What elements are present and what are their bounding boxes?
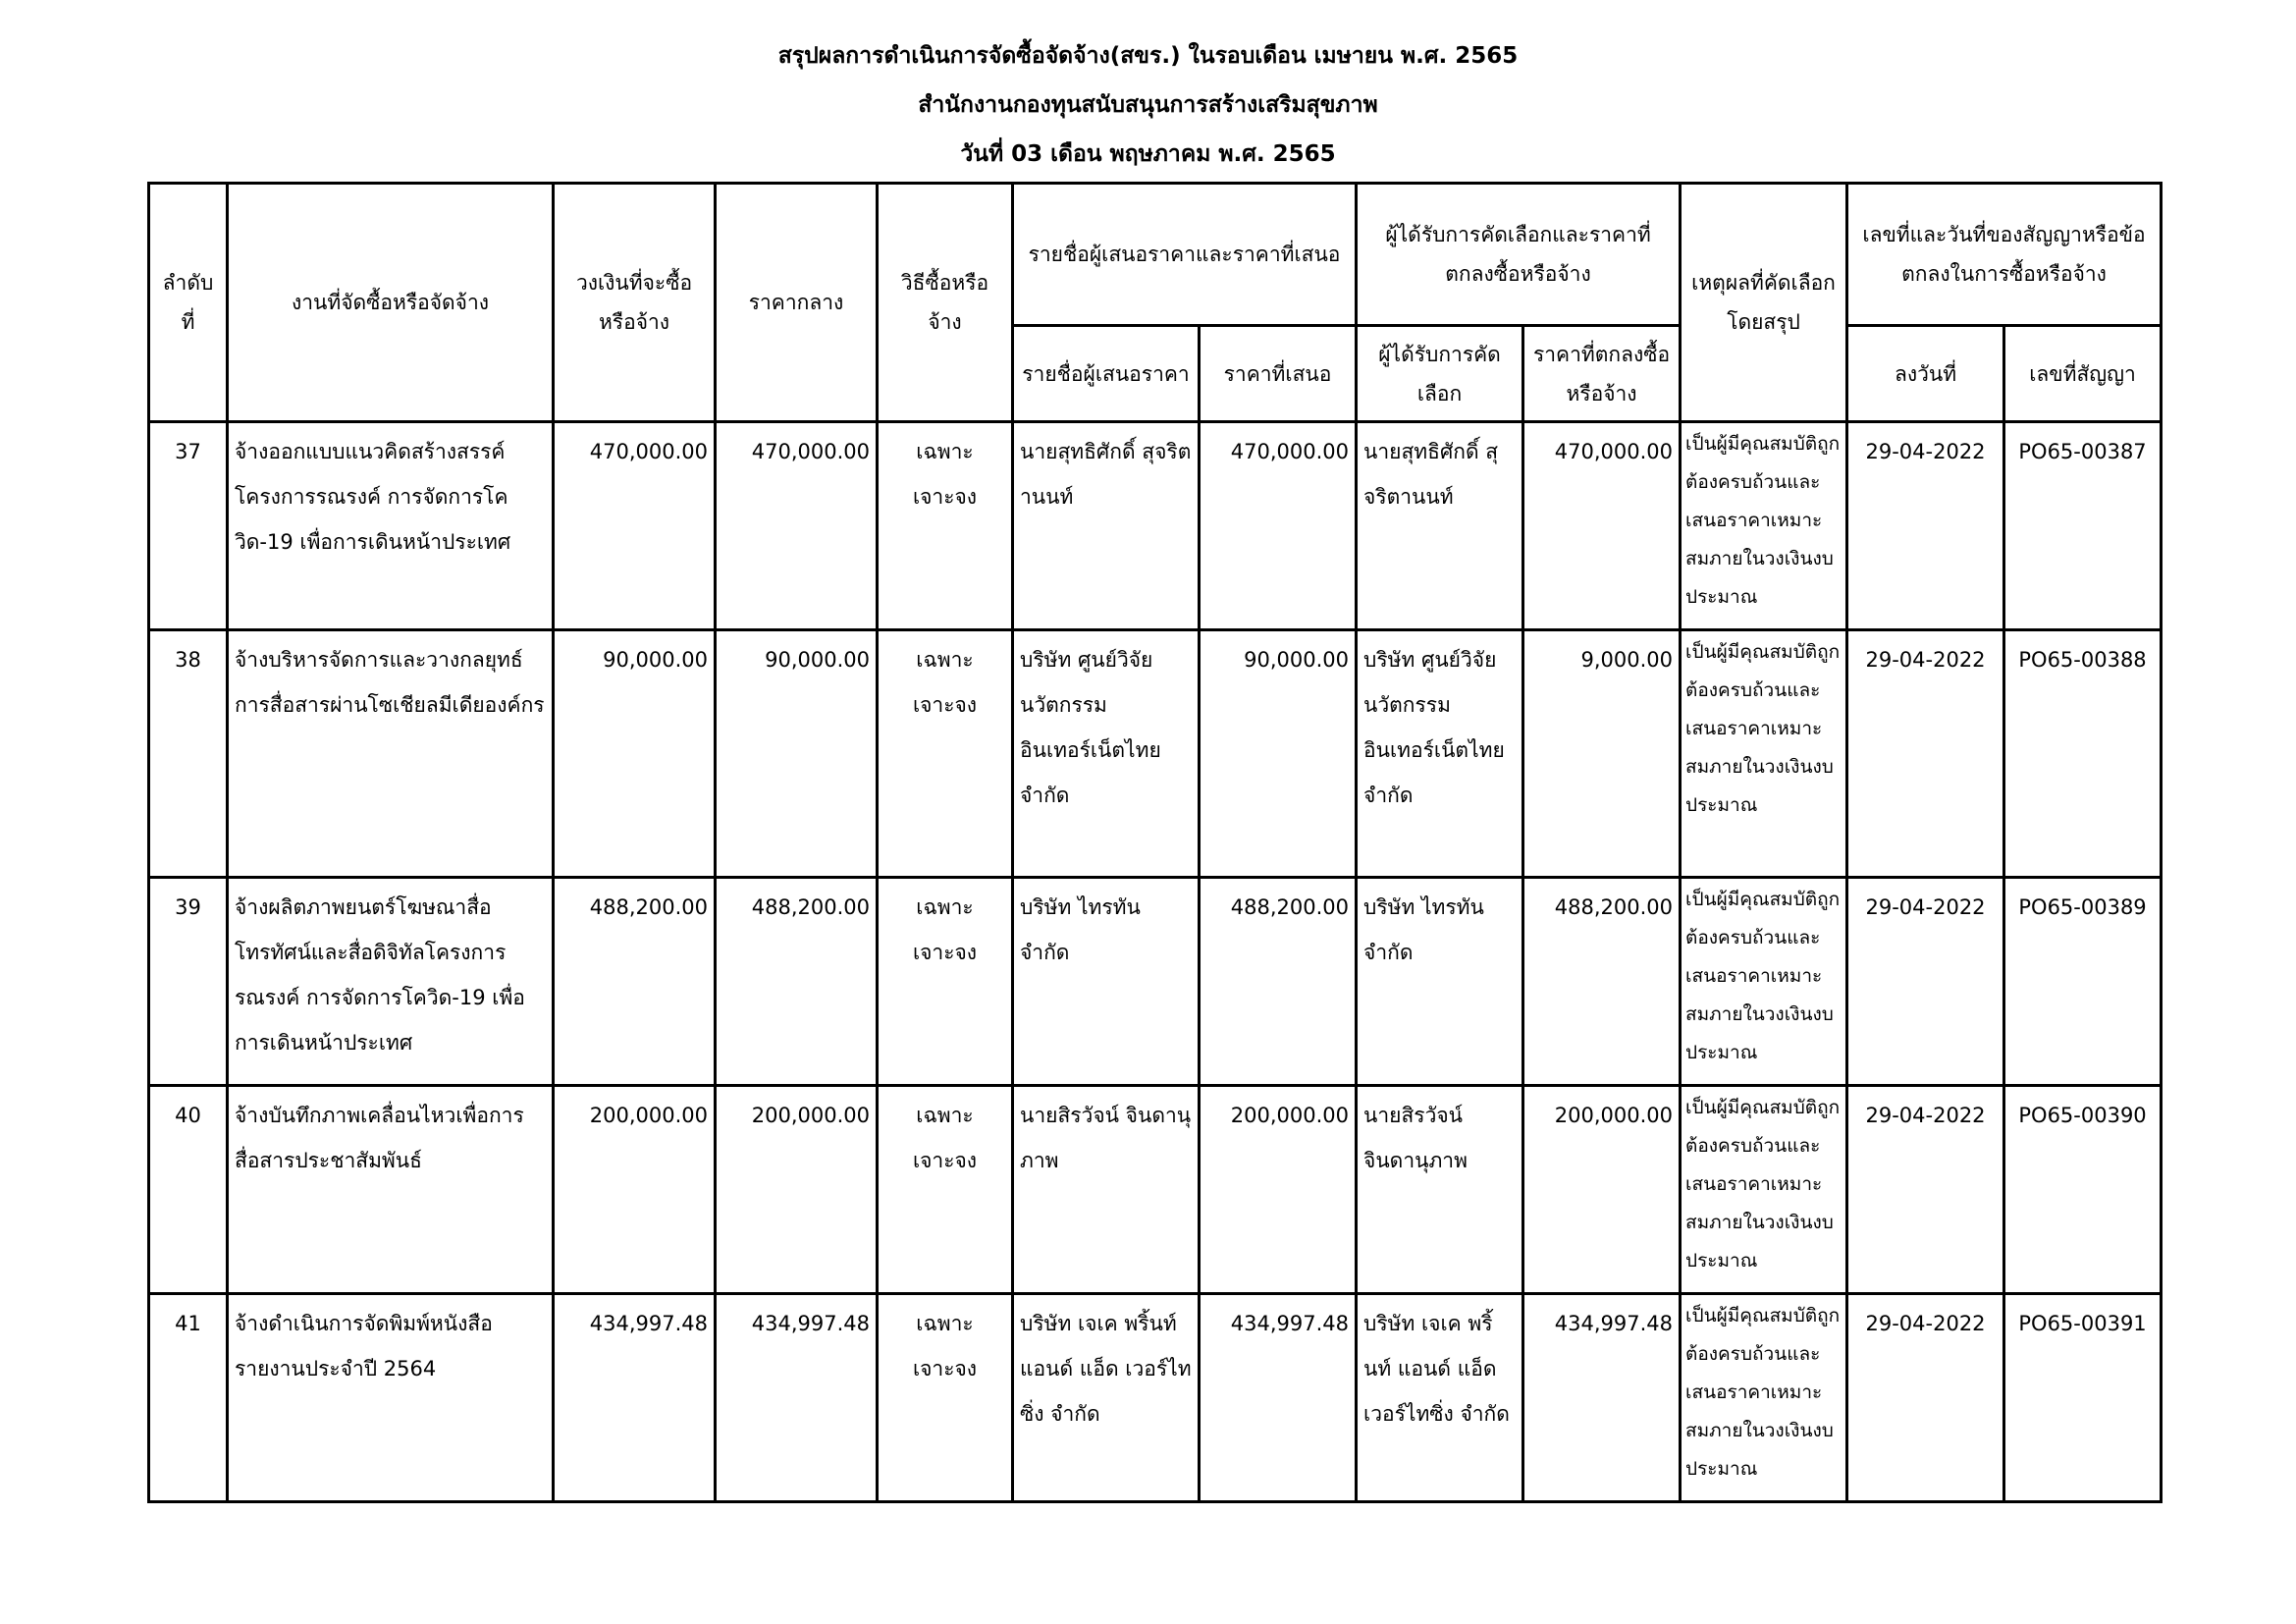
- col-header-selected-group: ผู้ได้รับการคัดเลือกและราคาที่ตกลงซื้อหรือจ้าง: [1357, 184, 1681, 326]
- row-date: 29-04-2022: [1847, 1086, 2004, 1294]
- procurement-table: [147, 182, 2163, 1503]
- row-method: เฉพาะเจาะจง: [878, 422, 1013, 630]
- col-header-method: วิธีซื้อหรือจ้าง: [878, 184, 1013, 422]
- row-bid-price: 200,000.00: [1200, 1086, 1357, 1294]
- row-bidder: นายสิรวัจน์ จินดานุภาพ: [1013, 1086, 1200, 1294]
- row-budget: 470,000.00: [554, 422, 716, 630]
- col-header-bid-price: ราคาที่เสนอ: [1200, 326, 1357, 422]
- col-header-date: ลงวันที่: [1847, 326, 2004, 422]
- col-header-work: งานที่จัดซื้อหรือจัดจ้าง: [228, 184, 554, 422]
- row-date: 29-04-2022: [1847, 1294, 2004, 1502]
- col-header-reason: เหตุผลที่คัดเลือกโดยสรุป: [1681, 184, 1847, 422]
- row-method: เฉพาะเจาะจง: [878, 630, 1013, 878]
- col-header-bidders-group: รายชื่อผู้เสนอราคาและราคาที่เสนอ: [1013, 184, 1357, 326]
- row-agreed-price: 470,000.00: [1523, 422, 1681, 630]
- row-median-price: 470,000.00: [716, 422, 878, 630]
- row-bid-price: 90,000.00: [1200, 630, 1357, 878]
- row-budget: 200,000.00: [554, 1086, 716, 1294]
- row-date: 29-04-2022: [1847, 422, 2004, 630]
- row-agreed-price: 9,000.00: [1523, 630, 1681, 878]
- row-contract-no: PO65-00390: [2004, 1086, 2162, 1294]
- row-reason: เป็นผู้มีคุณสมบัติถูกต้องครบถ้วนและเสนอราคาเหมาะสมภายในวงเงินงบประมาณ: [1681, 630, 1847, 878]
- col-header-no: ลำดับที่: [149, 184, 228, 422]
- row-no: 37: [149, 422, 228, 630]
- row-reason: เป็นผู้มีคุณสมบัติถูกต้องครบถ้วนและเสนอราคาเหมาะสมภายในวงเงินงบประมาณ: [1681, 422, 1847, 630]
- row-budget: 90,000.00: [554, 630, 716, 878]
- row-agreed-price: 434,997.48: [1523, 1294, 1681, 1502]
- row-reason: เป็นผู้มีคุณสมบัติถูกต้องครบถ้วนและเสนอราคาเหมาะสมภายในวงเงินงบประมาณ: [1681, 1294, 1847, 1502]
- col-header-contract-group: เลขที่และวันที่ของสัญญาหรือข้อตกลงในการซื้อหรือจ้าง: [1847, 184, 2162, 326]
- row-selected: บริษัท ศูนย์วิจัยนวัตกรรมอินเทอร์เน็ตไทย จำกัด: [1357, 630, 1523, 878]
- row-bidder: บริษัท ศูนย์วิจัยนวัตกรรมอินเทอร์เน็ตไทย จำกัด: [1013, 630, 1200, 878]
- row-work: จ้างผลิตภาพยนตร์โฆษณาสื่อโทรทัศน์และสื่อดิจิทัลโครงการรณรงค์ การจัดการโควิด-19 เพื่อการเดินหน้าประเทศ: [228, 878, 554, 1086]
- row-selected: บริษัท เจเค พริ้นท์ แอนด์ แอ็ด เวอร์ไทซิ่ง จำกัด: [1357, 1294, 1523, 1502]
- row-method: เฉพาะเจาะจง: [878, 878, 1013, 1086]
- row-bid-price: 488,200.00: [1200, 878, 1357, 1086]
- col-header-median-price: ราคากลาง: [716, 184, 878, 422]
- row-work: จ้างบริหารจัดการและวางกลยุทธ์การสื่อสารผ่านโซเชียลมีเดียองค์กร: [228, 630, 554, 878]
- table-row: [149, 630, 2162, 878]
- document-title: สรุปผลการดำเนินการจัดซื้อจัดจ้าง(สขร.) ในรอบเดือน เมษายน พ.ศ. 2565: [777, 43, 1519, 69]
- row-selected: นายสุทธิศักดิ์ สุจริตานนท์: [1357, 422, 1523, 630]
- row-budget: 488,200.00: [554, 878, 716, 1086]
- row-no: 41: [149, 1294, 228, 1502]
- row-contract-no: PO65-00389: [2004, 878, 2162, 1086]
- col-header-agreed-price: ราคาที่ตกลงซื้อหรือจ้าง: [1523, 326, 1681, 422]
- row-date: 29-04-2022: [1847, 630, 2004, 878]
- row-bid-price: 434,997.48: [1200, 1294, 1357, 1502]
- row-median-price: 200,000.00: [716, 1086, 878, 1294]
- row-contract-no: PO65-00391: [2004, 1294, 2162, 1502]
- row-bidder: นายสุทธิศักดิ์ สุจริตานนท์: [1013, 422, 1200, 630]
- row-bid-price: 470,000.00: [1200, 422, 1357, 630]
- row-selected: นายสิรวัจน์ จินดานุภาพ: [1357, 1086, 1523, 1294]
- row-median-price: 488,200.00: [716, 878, 878, 1086]
- col-header-bidder-name: รายชื่อผู้เสนอราคา: [1013, 326, 1200, 422]
- col-header-selected-name: ผู้ได้รับการคัดเลือก: [1357, 326, 1523, 422]
- row-work: จ้างดำเนินการจัดพิมพ์หนังสือรายงานประจำปี 2564: [228, 1294, 554, 1502]
- row-work: จ้างออกแบบแนวคิดสร้างสรรค์โครงการรณรงค์ การจัดการโควิด-19 เพื่อการเดินหน้าประเทศ: [228, 422, 554, 630]
- row-contract-no: PO65-00387: [2004, 422, 2162, 630]
- row-agreed-price: 200,000.00: [1523, 1086, 1681, 1294]
- row-reason: เป็นผู้มีคุณสมบัติถูกต้องครบถ้วนและเสนอราคาเหมาะสมภายในวงเงินงบประมาณ: [1681, 878, 1847, 1086]
- row-method: เฉพาะเจาะจง: [878, 1294, 1013, 1502]
- row-bidder: บริษัท เจเค พริ้นท์ แอนด์ แอ็ด เวอร์ไทซิ่ง จำกัด: [1013, 1294, 1200, 1502]
- row-agreed-price: 488,200.00: [1523, 878, 1681, 1086]
- row-contract-no: PO65-00388: [2004, 630, 2162, 878]
- row-median-price: 434,997.48: [716, 1294, 878, 1502]
- table-row: [149, 1294, 2162, 1502]
- row-median-price: 90,000.00: [716, 630, 878, 878]
- row-no: 40: [149, 1086, 228, 1294]
- header-row: [149, 184, 2162, 326]
- row-no: 39: [149, 878, 228, 1086]
- row-date: 29-04-2022: [1847, 878, 2004, 1086]
- row-no: 38: [149, 630, 228, 878]
- row-method: เฉพาะเจาะจง: [878, 1086, 1013, 1294]
- col-header-budget: วงเงินที่จะซื้อหรือจ้าง: [554, 184, 716, 422]
- col-header-contract-no: เลขที่สัญญา: [2004, 326, 2162, 422]
- table-row: [149, 422, 2162, 630]
- table-row: [149, 1086, 2162, 1294]
- row-budget: 434,997.48: [554, 1294, 716, 1502]
- row-bidder: บริษัท ไทรทัน จำกัด: [1013, 878, 1200, 1086]
- table-row: [149, 878, 2162, 1086]
- row-work: จ้างบันทึกภาพเคลื่อนไหวเพื่อการสื่อสารประชาสัมพันธ์: [228, 1086, 554, 1294]
- document-date: วันที่ 03 เดือน พฤษภาคม พ.ศ. 2565: [960, 141, 1336, 167]
- organization-name: สำนักงานกองทุนสนับสนุนการสร้างเสริมสุขภาพ: [918, 92, 1378, 118]
- row-reason: เป็นผู้มีคุณสมบัติถูกต้องครบถ้วนและเสนอราคาเหมาะสมภายในวงเงินงบประมาณ: [1681, 1086, 1847, 1294]
- row-selected: บริษัท ไทรทัน จำกัด: [1357, 878, 1523, 1086]
